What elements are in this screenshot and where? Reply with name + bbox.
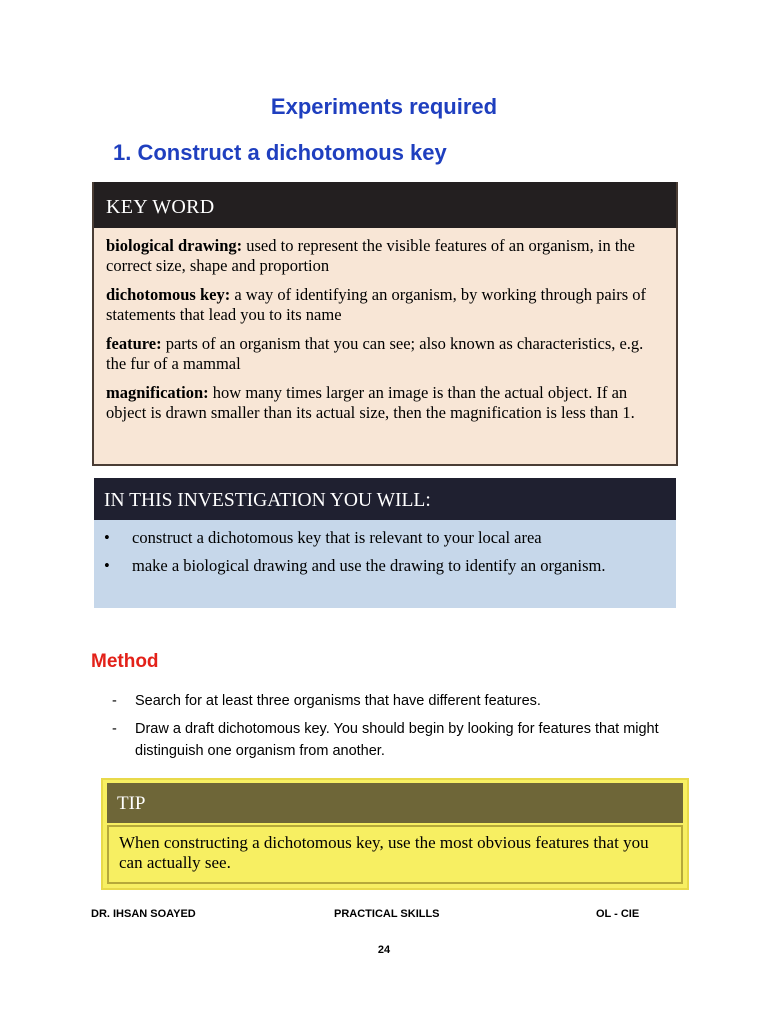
section-heading <box>113 140 447 166</box>
keyword-definition: used to represent the visible features of an organism, in the correct size, shape and proportion <box>106 236 635 275</box>
keyword-definition: a way of identifying an organism, by working through pairs of statements that lead you to its name <box>106 285 647 324</box>
investigation-item-text: construct a dichotomous key that is relevant to your local area <box>132 528 542 547</box>
page-number: 24 <box>377 944 391 956</box>
keyword-body <box>94 228 676 423</box>
keyword-box <box>92 182 678 466</box>
keyword-definition: parts of an organism that you can see; also known as characteristics, e.g. the fur of a mammal <box>106 334 644 373</box>
keyword-definition: how many times larger an image is than the actual object. If an object is drawn smaller than its actual size, then the magnification is less than 1. <box>106 383 635 422</box>
investigation-item <box>104 528 666 548</box>
method-heading: Method <box>91 651 159 672</box>
tip-header: TIP <box>107 783 683 823</box>
investigation-header: IN THIS INVESTIGATION YOU WILL: <box>94 478 676 520</box>
keyword-term: biological drawing: <box>106 236 243 255</box>
keyword-term: feature: <box>106 334 162 353</box>
method-step <box>112 690 692 712</box>
investigation-list <box>94 520 676 576</box>
dash-marker: - <box>112 693 117 709</box>
footer-author: DR. IHSAN SOAYED <box>91 908 196 920</box>
keyword-entry <box>106 334 664 374</box>
footer-subject: PRACTICAL SKILLS <box>334 908 440 920</box>
method-step <box>112 718 692 762</box>
investigation-box <box>94 478 676 608</box>
method-list <box>112 690 692 768</box>
keyword-entry <box>106 236 664 276</box>
dash-marker: - <box>112 721 117 737</box>
bullet-marker: • <box>104 528 110 547</box>
investigation-item-text: make a biological drawing and use the drawing to identify an organism. <box>132 556 606 575</box>
section-heading-text: Construct a dichotomous key <box>137 140 447 165</box>
method-step-text: Search for at least three organisms that have different features. <box>135 693 541 709</box>
tip-text: When constructing a dichotomous key, use the most obvious features that you can actually see. <box>107 825 683 884</box>
page-title: Experiments required <box>270 94 498 119</box>
footer-course: OL - CIE <box>596 908 640 920</box>
bullet-marker: • <box>104 556 110 575</box>
method-step-text: Draw a draft dichotomous key. You should begin by looking for features that might distinguish one organism from another. <box>135 721 659 759</box>
keyword-term: dichotomous key: <box>106 285 231 304</box>
keyword-entry <box>106 383 664 423</box>
section-number: 1. <box>113 140 132 165</box>
keyword-header: KEY WORD <box>94 182 676 228</box>
keyword-entry <box>106 285 664 325</box>
tip-box <box>101 778 689 890</box>
investigation-item <box>104 556 666 576</box>
keyword-term: magnification: <box>106 383 209 402</box>
